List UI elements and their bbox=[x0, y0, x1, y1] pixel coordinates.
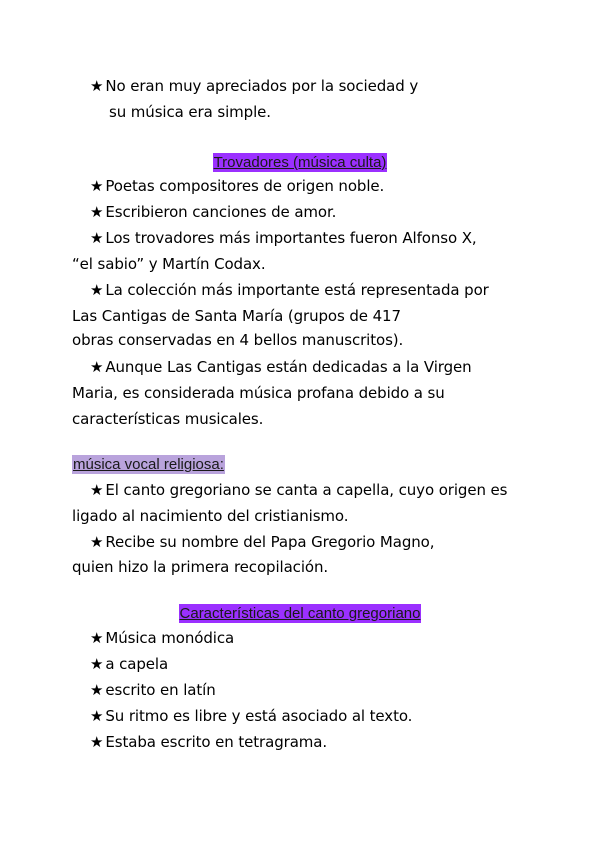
star-icon: ★ bbox=[90, 358, 104, 376]
star-icon: ★ bbox=[90, 229, 104, 247]
star-icon: ★ bbox=[90, 77, 104, 95]
trovadores-bullet-3 bbox=[90, 228, 477, 248]
star-icon: ★ bbox=[90, 629, 104, 647]
gregoriano-bullet-1 bbox=[90, 628, 234, 648]
bullet-text: Recibe su nombre del Papa Gregorio Magno, bbox=[105, 533, 435, 551]
star-icon: ★ bbox=[90, 533, 104, 551]
trovadores-bullet-5-continuation-2: características musicales. bbox=[72, 410, 264, 428]
trovadores-heading: Trovadores (música culta) bbox=[213, 154, 387, 171]
trovadores-heading-wrap bbox=[0, 152, 600, 172]
gregoriano-bullet-2 bbox=[90, 654, 168, 674]
vocal-bullet-2-continuation: quien hizo la primera recopilación. bbox=[72, 558, 329, 576]
vocal-religiosa-heading: música vocal religiosa: bbox=[73, 456, 224, 473]
vocal-bullet-1-continuation: ligado al nacimiento del cristianismo. bbox=[72, 507, 349, 525]
vocal-bullet-2 bbox=[90, 532, 434, 552]
gregoriano-bullet-3 bbox=[90, 680, 216, 700]
star-icon: ★ bbox=[90, 681, 104, 699]
star-icon: ★ bbox=[90, 481, 104, 499]
bullet-text: a capela bbox=[105, 655, 169, 673]
star-icon: ★ bbox=[90, 203, 104, 221]
gregoriano-heading: Características del canto gregoriano bbox=[179, 605, 421, 622]
bullet-text: Su ritmo es libre y está asociado al texto. bbox=[105, 707, 413, 725]
star-icon: ★ bbox=[90, 707, 104, 725]
trovadores-bullet-5-continuation-1: Maria, es considerada música profana debido a su bbox=[72, 384, 445, 402]
trovadores-bullet-2 bbox=[90, 202, 336, 222]
bullet-text: escrito en latín bbox=[105, 681, 216, 699]
trovadores-bullet-1 bbox=[90, 176, 384, 196]
intro-bullet-1-continuation: su música era simple. bbox=[109, 103, 271, 121]
vocal-bullet-1 bbox=[90, 480, 507, 500]
trovadores-bullet-3-continuation: “el sabio” y Martín Codax. bbox=[72, 255, 266, 273]
bullet-text: Escribieron canciones de amor. bbox=[105, 203, 337, 221]
bullet-text: Música monódica bbox=[105, 629, 235, 647]
trovadores-bullet-4-continuation-1: Las Cantigas de Santa María (grupos de 417 bbox=[72, 307, 401, 325]
star-icon: ★ bbox=[90, 733, 104, 751]
bullet-text: La colección más importante está representada por bbox=[105, 281, 489, 299]
bullet-text: Poetas compositores de origen noble. bbox=[105, 177, 385, 195]
bullet-text: Aunque Las Cantigas están dedicadas a la Virgen bbox=[105, 358, 472, 376]
intro-bullet-1 bbox=[90, 76, 418, 96]
gregoriano-bullet-4 bbox=[90, 706, 412, 726]
trovadores-bullet-4-continuation-2: obras conservadas en 4 bellos manuscritos). bbox=[72, 331, 404, 349]
trovadores-bullet-5 bbox=[90, 357, 472, 377]
star-icon: ★ bbox=[90, 177, 104, 195]
bullet-text: El canto gregoriano se canta a capella, cuyo origen es bbox=[105, 481, 508, 499]
gregoriano-bullet-5 bbox=[90, 732, 327, 752]
star-icon: ★ bbox=[90, 655, 104, 673]
bullet-text: Los trovadores más importantes fueron Alfonso X, bbox=[105, 229, 477, 247]
trovadores-bullet-4 bbox=[90, 280, 489, 300]
gregoriano-heading-wrap bbox=[0, 603, 600, 623]
star-icon: ★ bbox=[90, 281, 104, 299]
bullet-text: No eran muy apreciados por la sociedad y bbox=[105, 77, 419, 95]
bullet-text: Estaba escrito en tetragrama. bbox=[105, 733, 328, 751]
